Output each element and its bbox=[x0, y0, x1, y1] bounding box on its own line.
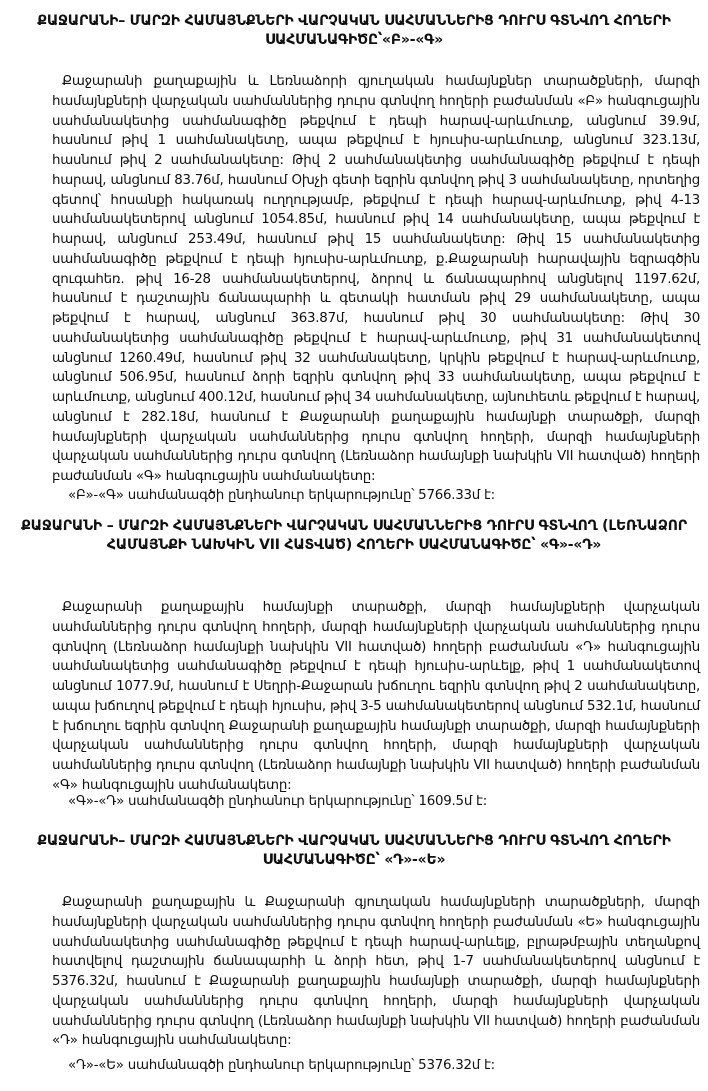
section-paragraph-d-e: Քաջարանի քաղաքային և Քաջարանի գյուղական համայնքների տարածքների, մարզի համայնքների վարչական սահմաններից դուրս գտնվող հողերի բաժանման «Ե» հանգուցային սահմանակետից սահմանագիծը թեքվում է դեպի հարավ-արևելք, բլրաթմբային տեղանքով հատվելով դաշտային ճանապարհի և ձորի հետ, թիվ 1-7 սահմանակետերով անցնում է 5376.32մ, հասնում է Քաջարանի քաղաքային համայնքի տարածքի, մարզի համայնքների վարչական սահմաններից դուրս գտնվող հողերի, մարզի համայնքների վարչական սահմաններից դուրս գտնվող (Լեռնաձոր համայնքի նախկին VII հատված) հողերի բաժանման «Դ» հանգուցային սահմանակետը: bbox=[52, 895, 700, 1049]
section-total-d-e: «Դ»-«Ե» սահմանագծի ընդհանուր երկարությունը՝ 5376.32մ է: bbox=[68, 1058, 495, 1073]
section-title-d-e: ՔԱՋԱՐԱՆԻ– ՄԱՐԶԻ ՀԱՄԱՅՆՔՆԵՐԻ ՎԱՐՉԱԿԱՆ ՍԱՀՄԱՆՆԵՐԻՑ ԴՈՒՐՍ ԳՏՆՎՈՂ ՀՈՂԵՐԻ ՍԱՀՄԱՆԱԳԻԾԸ՝ «Դ»-«Ե» bbox=[37, 833, 671, 868]
section-paragraph-b-g: Քաջարանի քաղաքային և Լեռնաձորի գյուղական համայնքներ տարածքների, մարզի համայնքների վարչական սահմաններից դուրս գտնվող հողերի բաժանման «Բ» հանգուցային սահմանակետից սահմանագիծը թեքվում է դեպի հարավ-արևմուտք, անցնում 39.9մ, հասնում թիվ 1 սահմանակետը, ապա թեքվում է հյուսիս-արևմուտք, անցնում 323.13մ, հասնում թիվ 2 սահմանակետը: Թիվ 2 սահմանակետից սահմանագիծը թեքվում է դեպի հարավ, անցնում 83.76մ, հասնում Օխչի գետի եզրին գտնվող թիվ 3 սահմանակետը, որտեղից գետով՝ հոսանքի հակառակ ուղղությամբ, թեքվում է դեպի հարավ-արևմուտք, թիվ 4-13 սահմանակետերով անցնում 1054.85մ, հասնում թիվ 14 սահմանակետը, ապա թեքվում է հարավ, անցնում 253.49մ, հասնում թիվ 15 սահմանակետը: Թիվ 15 սահմանակետից սահմանագիծը թեքվում է դեպի հյուսիս-արևմուտք, ք.Քաջարանի հարավային եզրագծին զուգահեռ. թիվ 16-28 սահմանակետերով, ձորով և ճանապարհով անցնելով 1197.62մ, հասնում է դաշտային ճանապարհի և գետակի հատման թիվ 29 սահմանակետը, ապա թեքվում է հարավ, անցնում 363.87մ, հասնում թիվ 30 սահմանակետը: Թիվ 30 սահմանակետից սահմանագիծը թեքվում է հարավ-արևմուտք, թիվ 31 սահմանակետով անցնում 1260.49մ, հասնում թիվ 32 սահմանակետը, կրկին թեքվում է հարավ-արևմուտք, անցնում 506.95մ, հասնում ձորի եզրին գտնվող թիվ 33 սահմանակետը, ապա թեքվում է արևմուտք, անցնում 400.12մ, հասնում թիվ 34 սահմանակետը, այնուհետև թեքվում է հարավ, անցնում է 282.18մ, հասնում է Քաջարանի քաղաքային համայնքի տարածքի, մարզի համայնքների վարչական սահմաններից դուրս գտնվող հողերի, մարզի համայնքների վարչական սահմաններից դուրս գտնվող (Լեռնաձոր համայնքի նախկին VII հատված) հողերի բաժանման «Գ» հանգուցային սահմանակետը: bbox=[52, 74, 700, 484]
section-total-b-g: «Բ»-«Գ» սահմանագծի ընդհանուր երկարությունը՝ 5766.33մ է: bbox=[68, 488, 495, 503]
section-total-g-d: «Գ»-«Դ» սահմանագծի ընդհանուր երկարությունը՝ 1609.5մ է: bbox=[68, 794, 487, 809]
section-title-b-g: ՔԱՋԱՐԱՆԻ– ՄԱՐԶԻ ՀԱՄԱՅՆՔՆԵՐԻ ՎԱՐՉԱԿԱՆ ՍԱՀՄԱՆՆԵՐԻՑ ԴՈՒՐՍ ԳՏՆՎՈՂ ՀՈՂԵՐԻ ՍԱՀՄԱՆԱԳԻԾԸ՝«Բ»-«Գ» bbox=[37, 13, 671, 48]
section-paragraph-g-d: Քաջարանի քաղաքային համայնքի տարածքի, մարզի համայնքների վարչական սահմաններից դուրս գտնվող հողերի, մարզի համայնքների վարչական սահմաններից դուրս գտնվող (Լեռնաձոր համայնքի նախկին VII հատված) հողերի բաժանման «Դ» հանգուցային սահմանակետից սահմանագիծը թեքվում է դեպի հյուսիս-արևելք, թիվ 1 սահմանակետով անցնում 1077.9մ, հասնում է Սեղրի-Քաջարան խճուղու եզրին գտնվող թիվ 2 սահմանակետը, ապա խճուղով թեքվում է դեպի հյուսիս, թիվ 3-5 սահմանակետերով անցնում 532.1մ, հասնում է խճուղու եզրին գտնվող Քաջարանի քաղաքային համայնքի տարածքի, մարզի համայնքների վարչական սահմաններից դուրս գտնվող հողերի, մարզի համայնքների վարչական սահմաններից դուրս գտնվող (Լեռնաձոր համայնքի նախկին VII հատված) հողերի բաժանման «Գ» հանգուցային սահմանակետը: bbox=[52, 600, 700, 793]
section-title-g-d: ՔԱՋԱՐԱՆԻ – ՄԱՐԶԻ ՀԱՄԱՅՆՔՆԵՐԻ ՎԱՐՉԱԿԱՆ ՍԱՀՄԱՆՆԵՐԻՑ ԴՈՒՐՍ ԳՏՆՎՈՂ (ԼԵՌՆԱՁՈՐ ՀԱՄԱՅՆՔԻ ՆԱԽԿԻՆ VII ՀԱՏՎԱԾ) ՀՈՂԵՐԻ ՍԱՀՄԱՆԱԳԻԾԸ՝ «Գ»-«Դ» bbox=[21, 518, 687, 553]
